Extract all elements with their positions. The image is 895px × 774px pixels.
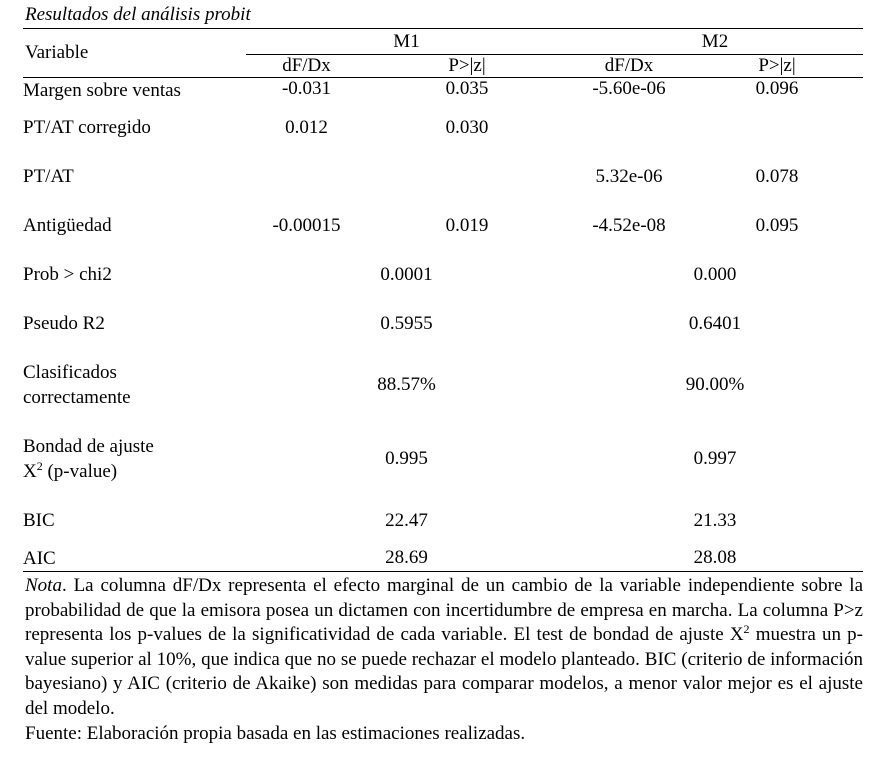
cell-m2-dfdx: -5.60e-06 xyxy=(592,78,666,99)
cell-m1-stat: 28.69 xyxy=(246,545,567,572)
cell-m2-stat: 28.08 xyxy=(567,545,863,572)
table-row xyxy=(23,422,863,496)
cell-m2-stat: 21.33 xyxy=(693,509,737,531)
row-label-line2-post: (p-value) xyxy=(42,461,118,482)
table-caption: Resultados del análisis probit xyxy=(25,4,251,25)
cell-m2-pvalue xyxy=(691,103,863,152)
row-label: Prob > chi2 xyxy=(23,264,112,285)
document-page xyxy=(23,2,863,746)
cell-m2-pvalue: 0.078 xyxy=(755,165,799,187)
table-row xyxy=(23,545,863,572)
row-label-line2-pre: X xyxy=(23,461,37,482)
row-label: PT/AT xyxy=(23,166,74,187)
cell-m1-stat: 22.47 xyxy=(385,509,428,531)
row-label-line1: Clasificados xyxy=(23,362,117,383)
note-text-part1: . La columna dF/Dx representa el efecto marginal de un cambio de la variable independiente sobre la probabilidad de que la emisora posea un dictamen con incertidumbre de empresa en marcha. La columna P>z representa los p-values de la significatividad de cada variable. El test de bondad de ajuste X xyxy=(25,575,863,646)
cell-m1-dfdx: -0.00015 xyxy=(272,214,341,236)
model-header-m1: M1 xyxy=(246,29,567,55)
cell-m2-dfdx: 5.32e-06 xyxy=(595,165,663,187)
row-label: Pseudo R2 xyxy=(23,313,105,334)
subheader-m1-dfdx: dF/Dx xyxy=(246,55,367,78)
cell-m1-stat: 0.0001 xyxy=(380,263,433,285)
table-source: Fuente: Elaboración propia basada en las estimaciones realizadas. xyxy=(25,722,526,744)
cell-m2-stat: 90.00% xyxy=(685,374,745,395)
model-header-m2: M2 xyxy=(567,29,863,55)
table-row xyxy=(23,201,863,250)
row-label-line2: correctamente xyxy=(23,387,131,408)
table-row xyxy=(23,496,863,545)
cell-m1-pvalue xyxy=(367,152,567,201)
row-label xyxy=(23,348,246,422)
table-note xyxy=(23,574,863,722)
cell-m2-stat: 0.6401 xyxy=(688,312,742,334)
table-row xyxy=(23,78,863,104)
row-label-line1: Bondad de ajuste xyxy=(23,436,154,457)
cell-m1-dfdx: 0.012 xyxy=(285,116,328,138)
superscript: 2 xyxy=(36,459,43,473)
cell-m1-pvalue: 0.019 xyxy=(445,214,489,236)
table-row xyxy=(23,299,863,348)
cell-m1-dfdx: -0.031 xyxy=(281,78,332,99)
cell-m1-stat: 88.57% xyxy=(377,374,436,395)
cell-m2-stat: 0.997 xyxy=(693,448,737,469)
row-label: AIC xyxy=(23,545,246,572)
cell-m1-stat: 0.5955 xyxy=(380,312,433,334)
cell-m1-dfdx xyxy=(246,152,367,201)
cell-m2-dfdx: -4.52e-08 xyxy=(592,214,666,236)
cell-m2-pvalue: 0.095 xyxy=(755,214,799,236)
subheader-m2-dfdx: dF/Dx xyxy=(567,55,691,78)
table-row xyxy=(23,103,863,152)
cell-m2-pvalue: 0.096 xyxy=(755,78,799,99)
probit-results-table xyxy=(23,28,863,572)
row-label: BIC xyxy=(23,510,55,531)
row-label: Antigüedad xyxy=(23,215,112,236)
table-row xyxy=(23,250,863,299)
subheader-m1-pvalue: P>|z| xyxy=(367,55,567,78)
note-text-part2: muestra un p-value superior al 10%, que indica que no se puede rechazar el modelo planteado. BIC (criterio de información bayesiano) y AIC (criterio de Akaike) son medidas para comparar modelos, a menor valor mejor es el ajuste del modelo. xyxy=(25,624,863,719)
row-label: Margen sobre ventas xyxy=(23,80,181,101)
cell-m2-dfdx xyxy=(567,103,691,152)
subheader-m2-pvalue: P>|z| xyxy=(691,55,863,78)
row-label: PT/AT corregido xyxy=(23,117,151,138)
table-row xyxy=(23,348,863,422)
cell-m1-stat: 0.995 xyxy=(385,448,428,469)
superscript: 2 xyxy=(743,622,750,637)
table-row xyxy=(23,152,863,201)
note-lead: Nota xyxy=(25,575,62,596)
cell-m2-stat: 0.000 xyxy=(693,263,737,285)
row-label xyxy=(23,422,246,496)
cell-m1-pvalue: 0.035 xyxy=(445,78,489,99)
cell-m1-pvalue: 0.030 xyxy=(445,116,489,138)
variable-header: Variable xyxy=(23,29,246,78)
